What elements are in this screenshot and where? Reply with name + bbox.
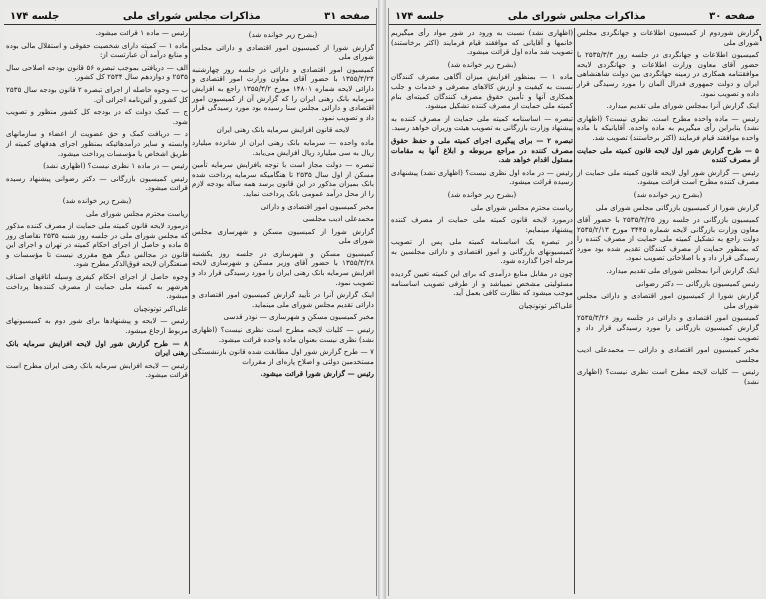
section-heading: تبصره ۲ — برای پیگیری اجرای کمیته ملی و حفظ حقوق مصرف کننده در مراجع مربوطه و ابلاغ آنها به مقامات مسئول اقدام خواهد شد. — [391, 135, 573, 165]
right-page-column-left — [391, 28, 573, 594]
left-page — [4, 8, 377, 596]
paragraph: تبصره — اساسنامه کمیته ملی حمایت از مصرف کننده به پیشنهاد وزارت بازرگانی به تصویب هیئت وزیران خواهد رسید. — [391, 113, 573, 133]
paragraph: رئیس — در ماده ۱ نظری نیست؟ (اظهاری نشد) — [43, 161, 188, 171]
paragraph: ریاست محترم مجلس شورای ملی — [470, 202, 573, 212]
paragraph: علی‌اکبر توتونچیان — [133, 303, 188, 313]
paragraph: رئیس — کلیات لایحه مطرح است نظری نیست؟ (اظهاری نشد) نظری نیست بعنوان ماده واحده قرائت میشود. — [192, 325, 374, 344]
paragraph: گزارش شورا از کمیسیون بازرگانی مجلس شورای ملی — [595, 202, 759, 212]
paragraph: رئیس — لایحه افزایش سرمایه بانک رهنی ایران مطرح است قرائت میشود. — [6, 360, 188, 380]
right-page-column-right — [577, 28, 759, 594]
paragraph: گزارش شوردوم از کمیسیون اطلاعات و جهانگردی مجلس شورای ملی — [577, 28, 759, 47]
paragraph: گزارش شورا از کمیسیون مسکن و شهرسازی مجلس شورای ملی — [192, 226, 374, 246]
right-page — [388, 8, 761, 596]
paragraph: رئیس — ماده ۱ قرائت میشود. — [95, 28, 188, 37]
left-page-column-left — [6, 28, 188, 594]
page-title: مذاکرات مجلس شورای ملی — [507, 10, 646, 22]
paragraph: تبصره — دولت مجاز است با توجه بافزایش سرمایه تأمین مسکن از اول سال ۲۵۳۵ تا هنگامیکه سرمایه پرداخت شده بانک بمیزان مذکور در این قانون برسد همه ساله بودجه لازم را از محل درآمد عمومی بانک پرداخت نماید. — [192, 160, 375, 198]
paragraph: علی‌اکبر توتونچیان — [518, 300, 573, 310]
paragraph: رئیس — کلیات لایحه مطرح است نظری نیست؟ (اظهاری نشد) — [577, 367, 759, 386]
section-heading: ۸ — طرح گزارش شور اول لایحه افزایش سرمایه بانک رهنی ایران — [6, 338, 188, 358]
paragraph: اینک گزارش آنرا در تأیید گزارش کمیسیون امور اقتصادی و دارائی تقدیم مجلس شورای ملی مینماید. — [192, 290, 374, 309]
section-heading: رئیس — گزارش شورا قرائت میشود. — [260, 369, 374, 379]
section-note: (بشرح زیر خوانده شد) — [62, 195, 132, 205]
paragraph: کمیسیون امور اقتصادی و دارائی در جلسه روز چهارشنبه ۱۳۵۵/۳/۲۴ با حضور آقای معاون وزارت امور اقتصادی و دارائی لایحه شماره ۱۴۸۰۱ مورخ ۱۳۵۵/۳/۲ راجع به افزایش سرمایه بانک رهنی ایران را که گزارش آن از کمیسیون امور اقتصادی و دارائی مجلس سنا رسیده بود مورد رسیدگی قرار داد و تصویب نمود. — [192, 64, 374, 122]
page-number: صفحه ۳۱ — [324, 10, 370, 22]
paragraph: ریاست محترم مجلس شورای ملی — [85, 208, 188, 218]
paragraph: درمورد لایحه قانون کمیته ملی حمایت از مصرف کننده پیشنهاد مینمایم: — [391, 215, 573, 234]
column-divider — [189, 28, 190, 594]
session-number: جلسه ۱۷۴ — [10, 10, 60, 22]
paragraph: وجوه حاصل از اجرای احکام کیفری وسیله اتاقهای اصناف هرشهر به کمیته ملی حمایت از مصرف کننده‌ها پرداخت میشود. — [6, 272, 188, 301]
section-heading: ۵ — طرح گزارش شور اول لایحه قانون کمیته ملی حمایت از مصرف کننده — [577, 145, 759, 165]
paragraph: اینک گزارش آنرا بمجلس شورای ملی تقدیم میدارد. — [606, 101, 759, 111]
paragraph: ۷ — طرح گزارش شور اول مطابقت شده قانون بازنشستگی مستخدمین دولتی و اصلاح پاره‌ای از مقررات — [192, 347, 374, 366]
paragraph: ماده واحده — سرمایه بانک رهنی ایران از شانزده میلیارد ریال به سی میلیارد ریال افزایش می‌یابد. — [192, 137, 374, 157]
paragraph: گزارش شورا از کمیسیون امور اقتصادی و دارائی مجلس شورای ملی — [577, 291, 759, 310]
paragraph: مخبر کمیسیون امور اقتصادی و دارائی — محمدعلی ادیب مجلسی — [577, 345, 759, 364]
paragraph: رئیس — در ماده اول نظری نیست؟ (اظهاری نشد) پیشنهادی رسیده قرائت میشود. — [391, 167, 573, 187]
left-page-header — [4, 8, 376, 25]
margin-number: ۱ — [758, 34, 763, 43]
paragraph: درمورد لایحه قانون کمیته ملی حمایت از مصرف کننده مذکور که مجلس شورای ملی در جلسه روز شنبه ۲۵۳۵ نقاضای روز ۵ ماده و حاصل از اجرای احکام کمیته در تهران و اجرای این قانون در مجالس دیگر هیچ مقرری نیست تا مؤسسات و صنعتگران لایحه فوق‌الذکر مطرح شود. — [6, 221, 188, 269]
page-title: مذاکرات مجلس شورای ملی — [122, 10, 261, 22]
paragraph: رئیس کمیسیون بازرگانی — دکتر رضوانی پیشنهاد رسیده قرائت میشود. — [6, 173, 188, 193]
paragraph: اینک گزارش آنرا بمجلس شورای ملی تقدیم میدارد. — [606, 266, 759, 276]
section-note: (بشرح زیر خوانده شد) — [248, 30, 318, 39]
paragraph: مخبر کمیسیون مسکن و شهرسازی — نوذر قدسی — [223, 312, 374, 322]
paragraph: کمیسیون اطلاعات و جهانگردی در جلسه روز ۲۵۳۵/۳/۳ با حضور آقای معاون وزارت اطلاعات و جهانگردی لایحه موافقتنامه همکاری در زمینه جهانگردی بین دولت شاهنشاهی ایران و دولت جمهوری فدرال آلمان را مورد رسیدگی قرار داده و تصویب نمود. — [577, 50, 759, 98]
paragraph: گزارش شورا از کمیسیون امور اقتصادی و دارائی مجلس شورای ملی — [192, 42, 374, 62]
page-number: صفحه ۳۰ — [709, 10, 755, 22]
paragraph: مخبر کمیسیون امور اقتصادی و دارائی — [260, 201, 374, 211]
paragraph: ماده ۱ — بمنظور افزایش میزان آگاهی مصرف کنندگان نسبت به کیفیت و ارزش کالاهای مصرفی و خدمات و جلب همکاری آنها و تأمین حقوق مصرف کنندگان کمیته‌ای بنام کمیته ملی حمایت از مصرف کننده تشکیل میشود. — [391, 72, 573, 111]
paragraph: در تبصره یک اساسنامه کمیته ملی پس از تصویب کمیسیونهای بازرگانی و امور اقتصادی و دارائی مجلسین به مرحله اجرا گذارده شود. — [391, 237, 573, 266]
paragraph: کمیسیون مسکن و شهرسازی در جلسه روز یکشنبه ۱۳۵۵/۳/۲۸ با حضور آقای وزیر مسکن و شهرسازی لایحه افزایش سرمایه بانک رهنی ایران را مورد رسیدگی قرار داد و تصویب نمود. — [192, 248, 374, 287]
section-note: (بشرح زیر خوانده شد) — [633, 189, 703, 199]
paragraph: ب — وجوه حاصله از اجرای تبصره ۲ قانون بودجه سال ۲۵۳۵ کل کشور و آئین‌نامه اجرائی آن. — [6, 84, 188, 104]
paragraph: رئیس — لایحه و پیشنهادها برای شور دوم به کمیسیونهای مربوط ارجاع میشود. — [6, 316, 188, 336]
session-number: جلسه ۱۷۴ — [395, 10, 445, 22]
right-page-header — [389, 8, 761, 25]
paragraph: د — دریافت کمک و حق عضویت از اعضاء و سازمانهای وابسته و سایر درآمدهائیکه بمنظور اجرای هدفهای کمیته از طریق اشخاص یا مؤسسات پرداخت میشود. — [6, 129, 188, 158]
left-page-column-right — [192, 28, 374, 594]
paragraph: کمیسیون بازرگانی در جلسه روز ۲۵۳۵/۳/۲۵ با حضور آقای معاون وزارت بازرگانی لایحه شماره ۳۴۴۵ مورخ ۲۵۳۵/۲/۱۳ دولت راجع به تشکیل کمیته ملی حمایت از مصرف کننده را که بمنظور حمایت از مصرف کنندگان تقدیم شده بود مورد رسیدگی قرار داد و با اصلاحاتی تصویب نمود. — [577, 215, 760, 263]
paragraph: ماده ۱ — کمیته دارای شخصیت حقوقی و استقلال مالی بوده و منابع درآمد آن عبارتست از: — [6, 40, 189, 60]
paragraph: رئیس — ماده واحده مطرح است. نظری نیست؟ (اظهاری نشد) بنابراین رأی میگیریم به ماده واحده. آقایانیکه با ماده واحده موافقند قیام فرمایند (اکثر برخاستند) تصویب شد. — [577, 113, 759, 142]
paragraph: الف — دریافتی بموجب تبصره ۵۶ قانون بودجه اصلاحی سال ۲۵۳۵ و دوازدهم سال ۲۵۳۴ کل کشور. — [6, 62, 188, 82]
paragraph: رئیس کمیسیون بازرگانی — دکتر رضوانی — [635, 278, 759, 288]
paragraph: (اظهاری نشد) نسبت به ورود در شور مواد رأی میگیریم خانمها و آقایانی که موافقند قیام فرمایند (اکثر برخاستند) تصویب شد ماده اول قرائت میشود. — [391, 28, 573, 57]
section-note: (بشرح زیر خوانده شد) — [447, 189, 517, 199]
paragraph: محمدعلی ادیب مجلسی — [302, 214, 374, 224]
paragraph: کمیسیون امور اقتصادی و دارائی در جلسه روز ۲۵۳۵/۳/۲۶ گزارش کمیسیون بازرگانی را مورد رسیدگی قرار داد و تصویب نمود. — [577, 313, 759, 342]
paragraph: رئیس — گزارش شور اول لایحه قانون کمیته ملی حمایت از مصرف کننده مطرح است قرائت میشود. — [577, 167, 759, 187]
book-gutter — [378, 0, 386, 599]
paragraph: ج — کمک دولت که در بودجه کل کشور منظور و تصویب شود. — [6, 107, 188, 126]
column-divider — [574, 28, 575, 594]
paragraph: چون در مقابل منابع درآمدی که برای این کمیته تعیین گردیده مسئولیتی مشخص نمیباشد و از طرفی تصویب اساسنامه موجب میشود که نظارت کافی بعمل آید. — [391, 269, 573, 298]
section-note: (بشرح زیر خوانده شد) — [447, 59, 517, 69]
section-note: لایحه قانون افزایش سرمایه بانک رهنی ایران — [216, 125, 350, 135]
